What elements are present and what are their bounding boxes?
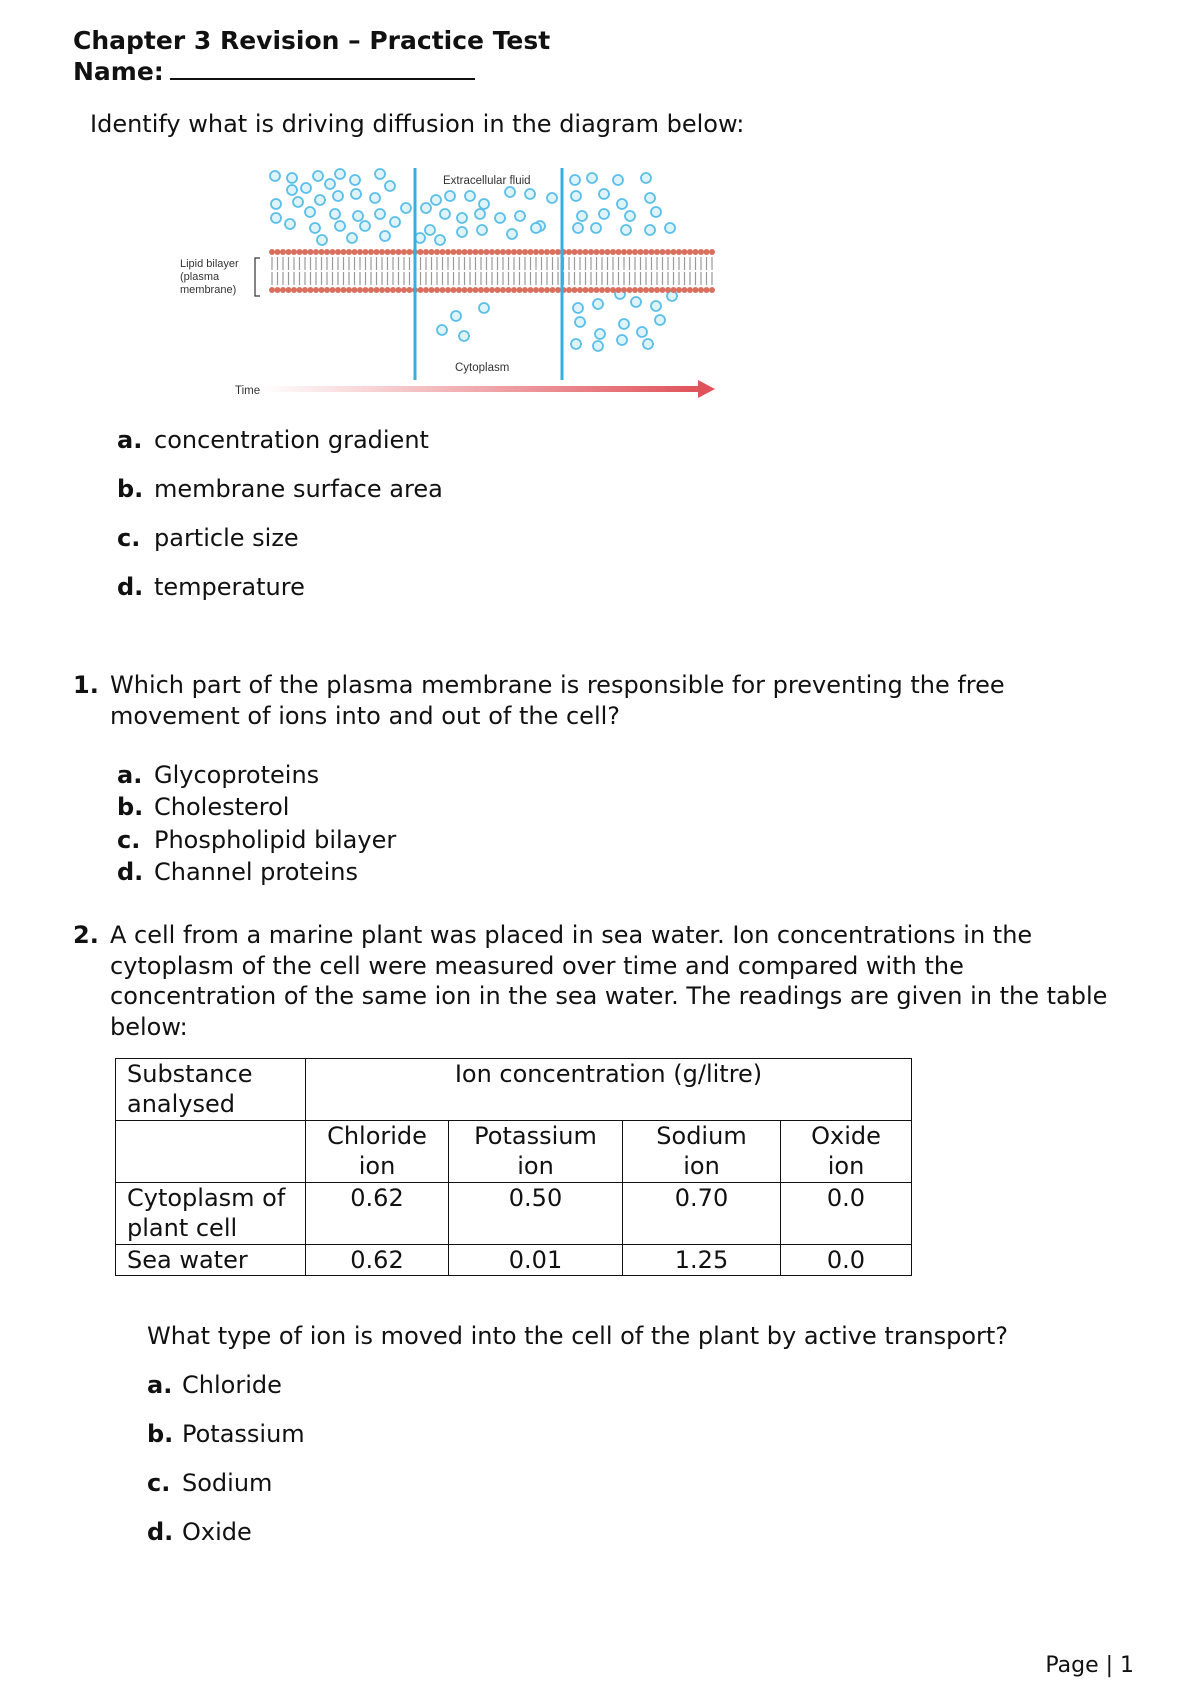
lipid-head (407, 287, 413, 293)
table-header-row (116, 1059, 912, 1121)
solute-particle (525, 189, 535, 199)
lipid-head (682, 249, 688, 255)
intro-option-c[interactable]: c. particle size (117, 524, 299, 552)
solute-particle (353, 211, 363, 221)
lipid-head (352, 249, 358, 255)
table-row-label: Cytoplasm of plant cell (116, 1183, 306, 1245)
lipid-head (374, 287, 380, 293)
lipid-head (588, 249, 594, 255)
table-cell: 0.62 (306, 1183, 449, 1245)
lipid-head (649, 287, 655, 293)
name-blank-line (170, 56, 475, 80)
lipid-head (291, 249, 297, 255)
lipid-head (434, 287, 440, 293)
lipid-head (704, 287, 710, 293)
solute-particle (380, 231, 390, 241)
lipid-head (709, 287, 715, 293)
solute-particle (595, 329, 605, 339)
table-col-oxide: Oxide ion (781, 1121, 912, 1183)
solute-particle (505, 187, 515, 197)
lipid-head (363, 249, 369, 255)
lipid-head (297, 287, 303, 293)
cytoplasm-label: Cytoplasm (455, 362, 510, 374)
solute-particle (351, 189, 361, 199)
q1-option-c[interactable]: c. Phospholipid bilayer (117, 826, 397, 854)
lipid-head (330, 249, 336, 255)
lipid-head (643, 249, 649, 255)
question-2-text: A cell from a marine plant was placed in sea water. Ion concentrations in the cytoplasm of the cell were measured over time and compared with the concentration of the same ion in the sea water. The readings are given in the table below: (110, 921, 1108, 1041)
lipid-head (269, 249, 275, 255)
q1-option-b[interactable]: b. Cholesterol (117, 793, 290, 821)
lipid-head (528, 287, 534, 293)
lipid-head (660, 249, 666, 255)
solute-particle (313, 171, 323, 181)
solute-particle (617, 199, 627, 209)
solute-particle (350, 175, 360, 185)
table-cell: 0.50 (449, 1183, 623, 1245)
lipid-head (495, 249, 501, 255)
solute-particle (591, 223, 601, 233)
table-cell-empty (116, 1121, 306, 1183)
name-row (73, 56, 550, 87)
solute-particle (293, 197, 303, 207)
lipid-head (269, 287, 275, 293)
solute-particle (651, 207, 661, 217)
lipid-head (566, 287, 572, 293)
solute-particle (440, 209, 450, 219)
solute-particle (619, 319, 629, 329)
solute-particle (285, 219, 295, 229)
solute-particle (655, 315, 665, 325)
lipid-head (544, 287, 550, 293)
lipid-head (522, 287, 528, 293)
q1-option-d[interactable]: d. Channel proteins (117, 858, 358, 886)
q2-option-d[interactable]: d. Oxide (147, 1518, 252, 1546)
name-label: Name: (73, 57, 164, 86)
lipid-head (324, 287, 330, 293)
solute-particle (271, 213, 281, 223)
lipid-head (368, 249, 374, 255)
solute-particle (325, 179, 335, 189)
solute-particle (437, 325, 447, 335)
solute-particle (631, 297, 641, 307)
q2-option-a[interactable]: a. Chloride (147, 1371, 282, 1399)
lipid-head (506, 249, 512, 255)
table-row-label: Sea water (116, 1245, 306, 1276)
solute-particle (287, 173, 297, 183)
solute-particle (457, 227, 467, 237)
lipid-head (500, 287, 506, 293)
lipid-head (396, 249, 402, 255)
lipid-head (654, 287, 660, 293)
solute-particle (451, 311, 461, 321)
solute-particle (621, 225, 631, 235)
lipid-head (291, 287, 297, 293)
solute-particle (495, 213, 505, 223)
lipid-head (621, 287, 627, 293)
membrane-bracket (255, 258, 260, 296)
solute-particle (613, 175, 623, 185)
lipid-head (528, 249, 534, 255)
solute-particle (507, 229, 517, 239)
lipid-head (660, 287, 666, 293)
lipid-head (313, 287, 319, 293)
solute-particle (479, 199, 489, 209)
solute-particle (465, 191, 475, 201)
lipid-head (390, 287, 396, 293)
lipid-head (473, 287, 479, 293)
lipid-head (434, 249, 440, 255)
lipid-head (319, 287, 325, 293)
solute-particle (577, 211, 587, 221)
lipid-head (517, 287, 523, 293)
lipid-head (627, 287, 633, 293)
lipid-head (352, 287, 358, 293)
lipid-head (698, 287, 704, 293)
q1-option-a[interactable]: a. Glycoproteins (117, 761, 320, 789)
intro-option-a[interactable]: a. concentration gradient (117, 426, 429, 454)
lipid-bilayer (269, 249, 715, 293)
solute-particle (531, 223, 541, 233)
solute-particle (347, 233, 357, 243)
lipid-head (390, 249, 396, 255)
solute-particle (575, 317, 585, 327)
solute-particle (305, 207, 315, 217)
question-1-number: 1. (73, 671, 99, 699)
table-cell: 0.0 (781, 1245, 912, 1276)
lipid-head (550, 249, 556, 255)
lipid-head (583, 287, 589, 293)
solute-particle (457, 213, 467, 223)
lipid-head (324, 249, 330, 255)
lipid-head (462, 249, 468, 255)
lipid-head (456, 287, 462, 293)
lipid-head (280, 249, 286, 255)
lipid-head (379, 249, 385, 255)
lipid-head (511, 287, 517, 293)
lipid-head (484, 287, 490, 293)
solute-particle (333, 191, 343, 201)
solute-particle (301, 183, 311, 193)
solute-particle (375, 209, 385, 219)
solute-particle (665, 223, 675, 233)
lipid-head (522, 249, 528, 255)
lipid-head (577, 249, 583, 255)
lipid-head (671, 249, 677, 255)
lipid-head (583, 249, 589, 255)
table-cell: 0.62 (306, 1245, 449, 1276)
lipid-head (368, 287, 374, 293)
lipid-head (555, 287, 561, 293)
solute-particle (637, 327, 647, 337)
solute-particle (599, 209, 609, 219)
lipid-head (418, 287, 424, 293)
lipid-head (456, 249, 462, 255)
table-subheader-row (116, 1121, 912, 1183)
ion-concentration-table (115, 1058, 912, 1276)
lipid-head (440, 287, 446, 293)
solute-particle (435, 235, 445, 245)
solute-particle (385, 181, 395, 191)
solute-particle (571, 191, 581, 201)
q2-option-c[interactable]: c. Sodium (147, 1469, 273, 1497)
solute-particle (335, 169, 345, 179)
solute-particle (360, 221, 370, 231)
lipid-head (385, 287, 391, 293)
lipid-head (385, 249, 391, 255)
lipid-head (275, 287, 281, 293)
lipid-head (313, 249, 319, 255)
solute-particle (431, 195, 441, 205)
lipid-head (517, 249, 523, 255)
lipid-head (478, 249, 484, 255)
lipid-head (621, 249, 627, 255)
header (73, 26, 550, 87)
lipid-head (423, 287, 429, 293)
table-cell: 0.01 (449, 1245, 623, 1276)
solute-particle (270, 171, 280, 181)
solute-particle (459, 331, 469, 341)
question-1-text: Which part of the plasma membrane is responsible for preventing the free movement of ions into and out of the cell? (110, 671, 1005, 730)
lipid-head (346, 287, 352, 293)
lipid-head (297, 249, 303, 255)
table-row (116, 1183, 912, 1245)
lipid-head (330, 287, 336, 293)
lipid-head (346, 249, 352, 255)
solute-particle (271, 199, 281, 209)
membrane-label-2: (plasma (180, 271, 220, 283)
lipid-head (605, 287, 611, 293)
lipid-head (704, 249, 710, 255)
lipid-head (638, 287, 644, 293)
lipid-head (577, 287, 583, 293)
lipid-head (379, 287, 385, 293)
solute-particle (475, 209, 485, 219)
lipid-head (396, 287, 402, 293)
lipid-head (418, 249, 424, 255)
lipid-head (286, 287, 292, 293)
intro-option-d[interactable]: d. temperature (117, 573, 305, 601)
solute-particle (401, 203, 411, 213)
lipid-head (693, 287, 699, 293)
lipid-head (649, 249, 655, 255)
solute-particle (645, 193, 655, 203)
table-header-group: Ion concentration (g/litre) (306, 1059, 912, 1121)
table-cell: 1.25 (623, 1245, 781, 1276)
lipid-head (489, 249, 495, 255)
lipid-head (539, 249, 545, 255)
solute-particle (335, 221, 345, 231)
lipid-head (698, 249, 704, 255)
lipid-head (643, 287, 649, 293)
lipid-head (654, 249, 660, 255)
solute-particle (643, 339, 653, 349)
solute-particle (645, 225, 655, 235)
extracellular-label: Extracellular fluid (443, 175, 531, 187)
solute-particle (599, 189, 609, 199)
lipid-head (489, 287, 495, 293)
lipid-head (467, 287, 473, 293)
solute-particle (573, 303, 583, 313)
lipid-head (335, 287, 341, 293)
solute-particle (587, 173, 597, 183)
lipid-head (533, 287, 539, 293)
lipid-head (341, 249, 347, 255)
lipid-head (467, 249, 473, 255)
membrane-label-3: membrane) (180, 284, 237, 296)
solute-particle (625, 211, 635, 221)
membrane-label-1: Lipid bilayer (180, 258, 239, 270)
lipid-head (638, 249, 644, 255)
solute-particle (421, 203, 431, 213)
lipid-head (610, 287, 616, 293)
solute-particle (445, 191, 455, 201)
lipid-head (599, 287, 605, 293)
page-title: Chapter 3 Revision – Practice Test (73, 26, 551, 55)
lipid-head (473, 249, 479, 255)
lipid-head (445, 287, 451, 293)
lipid-head (495, 287, 501, 293)
solute-particle (593, 341, 603, 351)
table-col-sodium: Sodium ion (623, 1121, 781, 1183)
solute-particle (571, 339, 581, 349)
lipid-head (687, 249, 693, 255)
lipid-head (676, 249, 682, 255)
lipid-head (401, 249, 407, 255)
table-cell: 0.0 (781, 1183, 912, 1245)
lipid-head (594, 287, 600, 293)
table-row (116, 1245, 912, 1276)
lipid-head (594, 249, 600, 255)
lipid-head (632, 249, 638, 255)
solute-particle (310, 223, 320, 233)
lipid-head (572, 287, 578, 293)
lipid-head (533, 249, 539, 255)
time-arrow-shaft (260, 386, 700, 392)
lipid-head (610, 249, 616, 255)
lipid-head (500, 249, 506, 255)
page-number: Page | 1 (1045, 1653, 1134, 1678)
lipid-head (451, 249, 457, 255)
lipid-head (665, 287, 671, 293)
solute-particle (570, 175, 580, 185)
lipid-head (555, 249, 561, 255)
lipid-head (407, 249, 413, 255)
lipid-head (599, 249, 605, 255)
lipid-head (632, 287, 638, 293)
solute-particle (641, 173, 651, 183)
lipid-head (588, 287, 594, 293)
lipid-head (308, 287, 314, 293)
lipid-head (693, 249, 699, 255)
lipid-head (429, 249, 435, 255)
lipid-head (506, 287, 512, 293)
lipid-head (357, 249, 363, 255)
lipid-head (335, 249, 341, 255)
lipid-head (341, 287, 347, 293)
solute-particle (651, 301, 661, 311)
solute-particle (479, 303, 489, 313)
solute-particle (515, 211, 525, 221)
lipid-head (572, 249, 578, 255)
solute-particle (287, 185, 297, 195)
particles (270, 169, 677, 351)
lipid-head (319, 249, 325, 255)
solute-particle (317, 235, 327, 245)
lipid-head (682, 287, 688, 293)
table-cell: 0.70 (623, 1183, 781, 1245)
lipid-head (627, 249, 633, 255)
lipid-head (671, 287, 677, 293)
solute-particle (315, 195, 325, 205)
question-2-subquestion: What type of ion is moved into the cell of the plant by active transport? (147, 1322, 1009, 1350)
lipid-head (451, 287, 457, 293)
lipid-head (429, 287, 435, 293)
lipid-head (363, 287, 369, 293)
lipid-head (445, 249, 451, 255)
lipid-head (357, 287, 363, 293)
lipid-head (275, 249, 281, 255)
lipid-head (423, 249, 429, 255)
lipid-head (401, 287, 407, 293)
lipid-head (302, 249, 308, 255)
lipid-head (676, 287, 682, 293)
intro-question-text: Identify what is driving diffusion in the diagram below: (90, 110, 745, 138)
solute-particle (370, 193, 380, 203)
lipid-head (374, 249, 380, 255)
table-col-potassium: Potassium ion (449, 1121, 623, 1183)
lipid-head (440, 249, 446, 255)
lipid-head (511, 249, 517, 255)
lipid-head (478, 287, 484, 293)
lipid-head (302, 287, 308, 293)
lipid-head (550, 287, 556, 293)
solute-particle (425, 225, 435, 235)
time-arrow-head (698, 380, 715, 398)
lipid-head (566, 249, 572, 255)
lipid-head (665, 249, 671, 255)
lipid-head (484, 249, 490, 255)
solute-particle (617, 335, 627, 345)
time-label: Time (235, 385, 261, 397)
q2-option-b[interactable]: b. Potassium (147, 1420, 305, 1448)
lipid-head (539, 287, 545, 293)
solute-particle (375, 169, 385, 179)
solute-particle (330, 209, 340, 219)
lipid-head (286, 249, 292, 255)
lipid-head (709, 249, 715, 255)
intro-option-b[interactable]: b. membrane surface area (117, 475, 443, 503)
lipid-head (616, 249, 622, 255)
question-2-number: 2. (73, 921, 99, 949)
solute-particle (593, 299, 603, 309)
diffusion-diagram (180, 168, 720, 400)
lipid-head (280, 287, 286, 293)
table-col-chloride: Chloride ion (306, 1121, 449, 1183)
lipid-head (462, 287, 468, 293)
table-header-substance: Substance analysed (116, 1059, 306, 1121)
solute-particle (477, 225, 487, 235)
solute-particle (547, 193, 557, 203)
lipid-head (308, 249, 314, 255)
lipid-head (616, 287, 622, 293)
lipid-head (605, 249, 611, 255)
lipid-head (544, 249, 550, 255)
solute-particle (573, 223, 583, 233)
solute-particle (390, 217, 400, 227)
lipid-head (687, 287, 693, 293)
